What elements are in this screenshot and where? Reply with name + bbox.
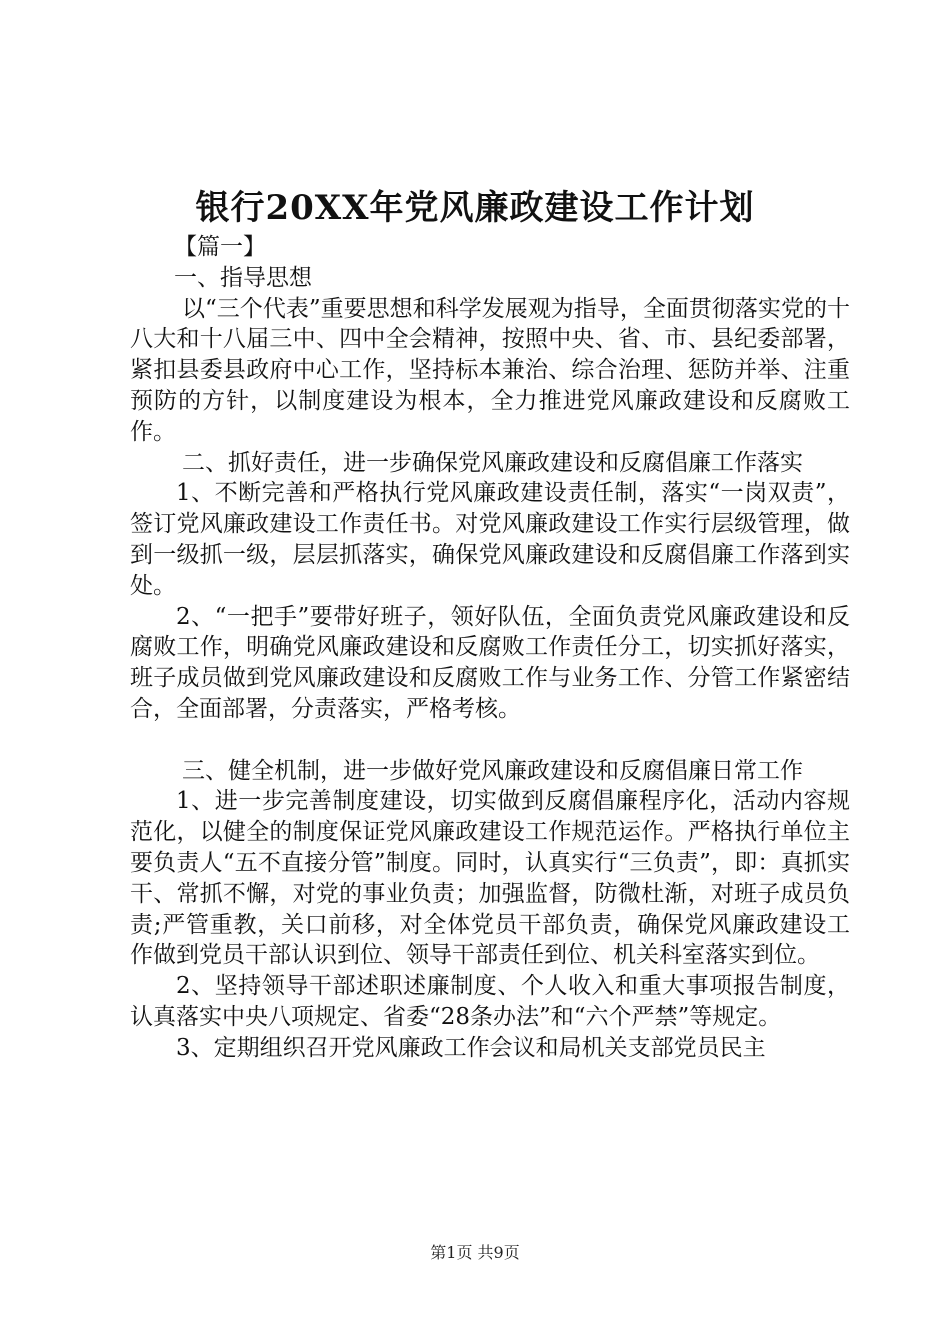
section-label: 【篇一】	[174, 234, 266, 260]
paragraph-responsibility-1: 1、不断完善和严格执行党风廉政建设责任制，落实“一岗双责”，签订党风廉政建设工作责任书。对党风廉政建设工作实行层级管理，做到一级抓一级，层层抓落实，确保党风廉政建设和反腐倡廉工作落到实处。	[130, 480, 850, 599]
paragraph-mechanism-3: 3、定期组织召开党风廉政工作会议和局机关支部党员民主	[176, 1034, 766, 1061]
paragraph-mechanism-1: 1、进一步完善制度建设，切实做到反腐倡廉程序化，活动内容规范化，以健全的制度保证党风廉政建设工作规范运作。严格执行单位主要负责人“五不直接分管”制度。同时，认真实行“三负责”，即：真抓实干、常抓不懈，对党的事业负责；加强监督，防微杜渐，对班子成员负责;严管重教，关口前移，对全体党员干部负责，确保党风廉政建设工作做到党员干部认识到位、领导干部责任到位、机关科室落实到位。	[130, 788, 850, 969]
heading-guiding-thought: 一、指导思想	[174, 264, 312, 291]
paragraph-responsibility-2: 2、“一把手”要带好班子，领好队伍，全面负责党风廉政建设和反腐败工作，明确党风廉政建设和反腐败工作责任分工，切实抓好落实，班子成员做到党风廉政建设和反腐败工作与业务工作、分管工作紧密结合，全面部署，分责落实，严格考核。	[130, 603, 850, 722]
page-indicator: 第1页 共9页	[430, 1243, 520, 1262]
paragraph-guiding-thought: 以“三个代表”重要思想和科学发展观为指导，全面贯彻落实党的十八大和十八届三中、四中全会精神，按照中央、省、市、县纪委部署，紧扣县委县政府中心工作，坚持标本兼治、综合治理、惩防并举、注重预防的方针，以制度建设为根本，全力推进党风廉政建设和反腐败工作。	[130, 295, 850, 445]
heading-responsibility: 二、抓好责任，进一步确保党风廉政建设和反腐倡廉工作落实	[182, 449, 803, 476]
paragraph-mechanism-2: 2、坚持领导干部述职述廉制度、个人收入和重大事项报告制度，认真落实中央八项规定、省委“28条办法”和“六个严禁”等规定。	[130, 973, 850, 1030]
heading-mechanism: 三、健全机制，进一步做好党风廉政建设和反腐倡廉日常工作	[182, 757, 803, 784]
document-title: 银行20XX年党风廉政建设工作计划	[195, 188, 755, 228]
document-body	[130, 232, 850, 1064]
paragraph-spacer	[130, 725, 850, 756]
